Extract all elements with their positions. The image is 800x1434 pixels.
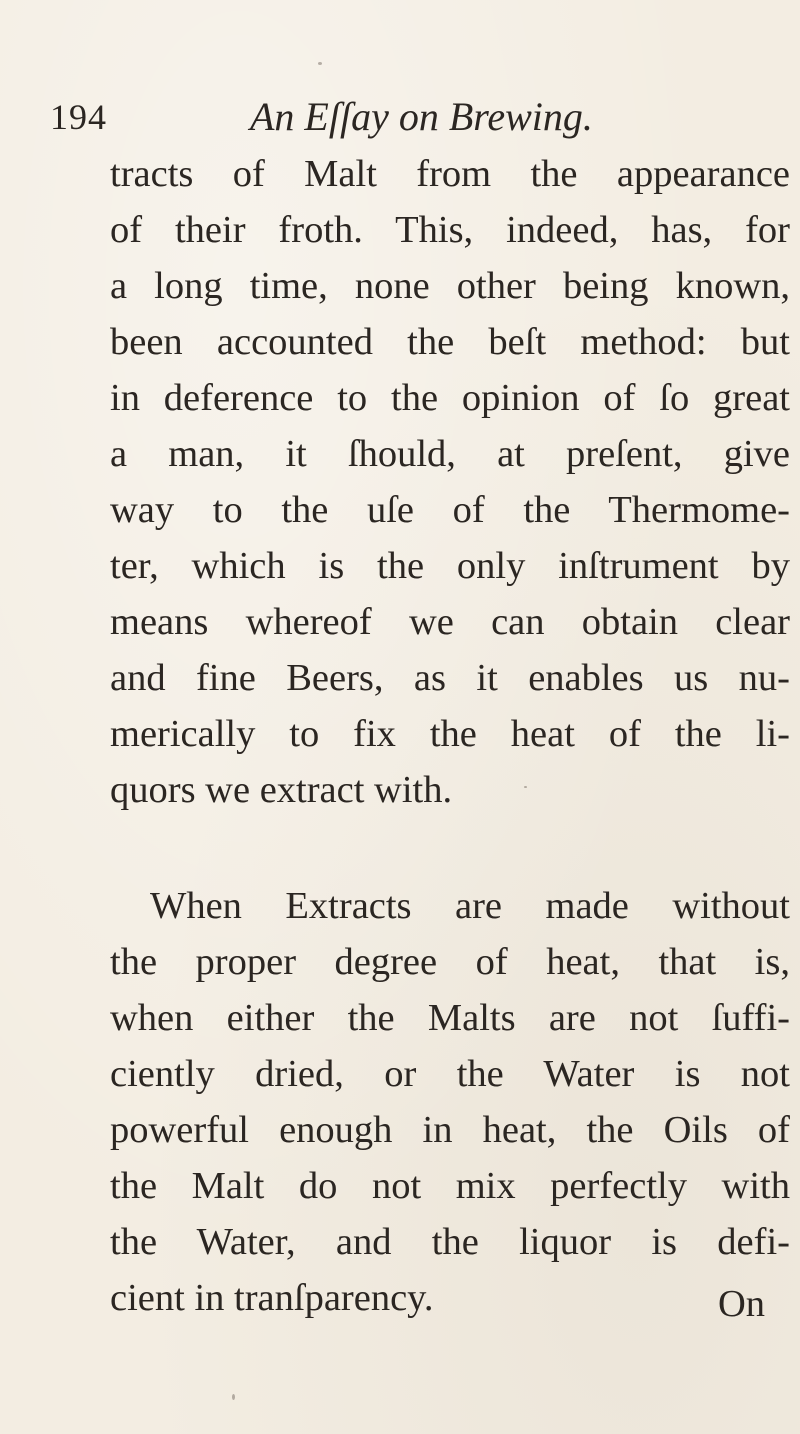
text-line: a man, it ſhould, at preſent, give <box>110 433 790 475</box>
text-line: a long time, none other being known, <box>110 265 790 307</box>
text-line: ciently dried, or the Water is not <box>110 1053 790 1095</box>
page-header <box>50 92 770 142</box>
page-number: 194 <box>50 97 107 137</box>
body-text <box>110 146 790 1326</box>
text-line: way to the uſe of the Thermome- <box>110 489 790 531</box>
text-line: tracts of Malt from the appearance <box>110 153 790 195</box>
text-line: when either the Malts are not ſuffi- <box>110 997 790 1039</box>
text-line: and fine Beers, as it enables us nu- <box>110 657 790 699</box>
text-line: When Extracts are made without <box>150 885 790 927</box>
paper-speck <box>318 62 322 65</box>
text-line: quors we extract with. <box>110 769 453 811</box>
text-line: the proper degree of heat, that is, <box>110 941 790 983</box>
text-line: been accounted the beſt method: but <box>110 321 790 363</box>
text-line: cient in tranſparency. <box>110 1277 434 1319</box>
catchword: On <box>718 1283 766 1325</box>
paragraph-gap <box>110 818 790 878</box>
text-line: ter, which is the only inſtrument by <box>110 545 790 587</box>
text-line: merically to fix the heat of the li- <box>110 713 790 755</box>
text-line: powerful enough in heat, the Oils of <box>110 1109 790 1151</box>
paper-speck <box>232 1394 235 1400</box>
text-line: of their froth. This, indeed, has, for <box>110 209 790 251</box>
text-line: the Water, and the liquor is defi- <box>110 1221 790 1263</box>
paragraph-1 <box>110 146 790 818</box>
running-title: An Eſſay on Brewing. <box>250 94 593 139</box>
paper-speck <box>524 786 527 788</box>
text-line: means whereof we can obtain clear <box>110 601 790 643</box>
paragraph-2 <box>110 878 790 1326</box>
text-line: in deference to the opinion of ſo great <box>110 377 790 419</box>
text-line: the Malt do not mix perfectly with <box>110 1165 790 1207</box>
